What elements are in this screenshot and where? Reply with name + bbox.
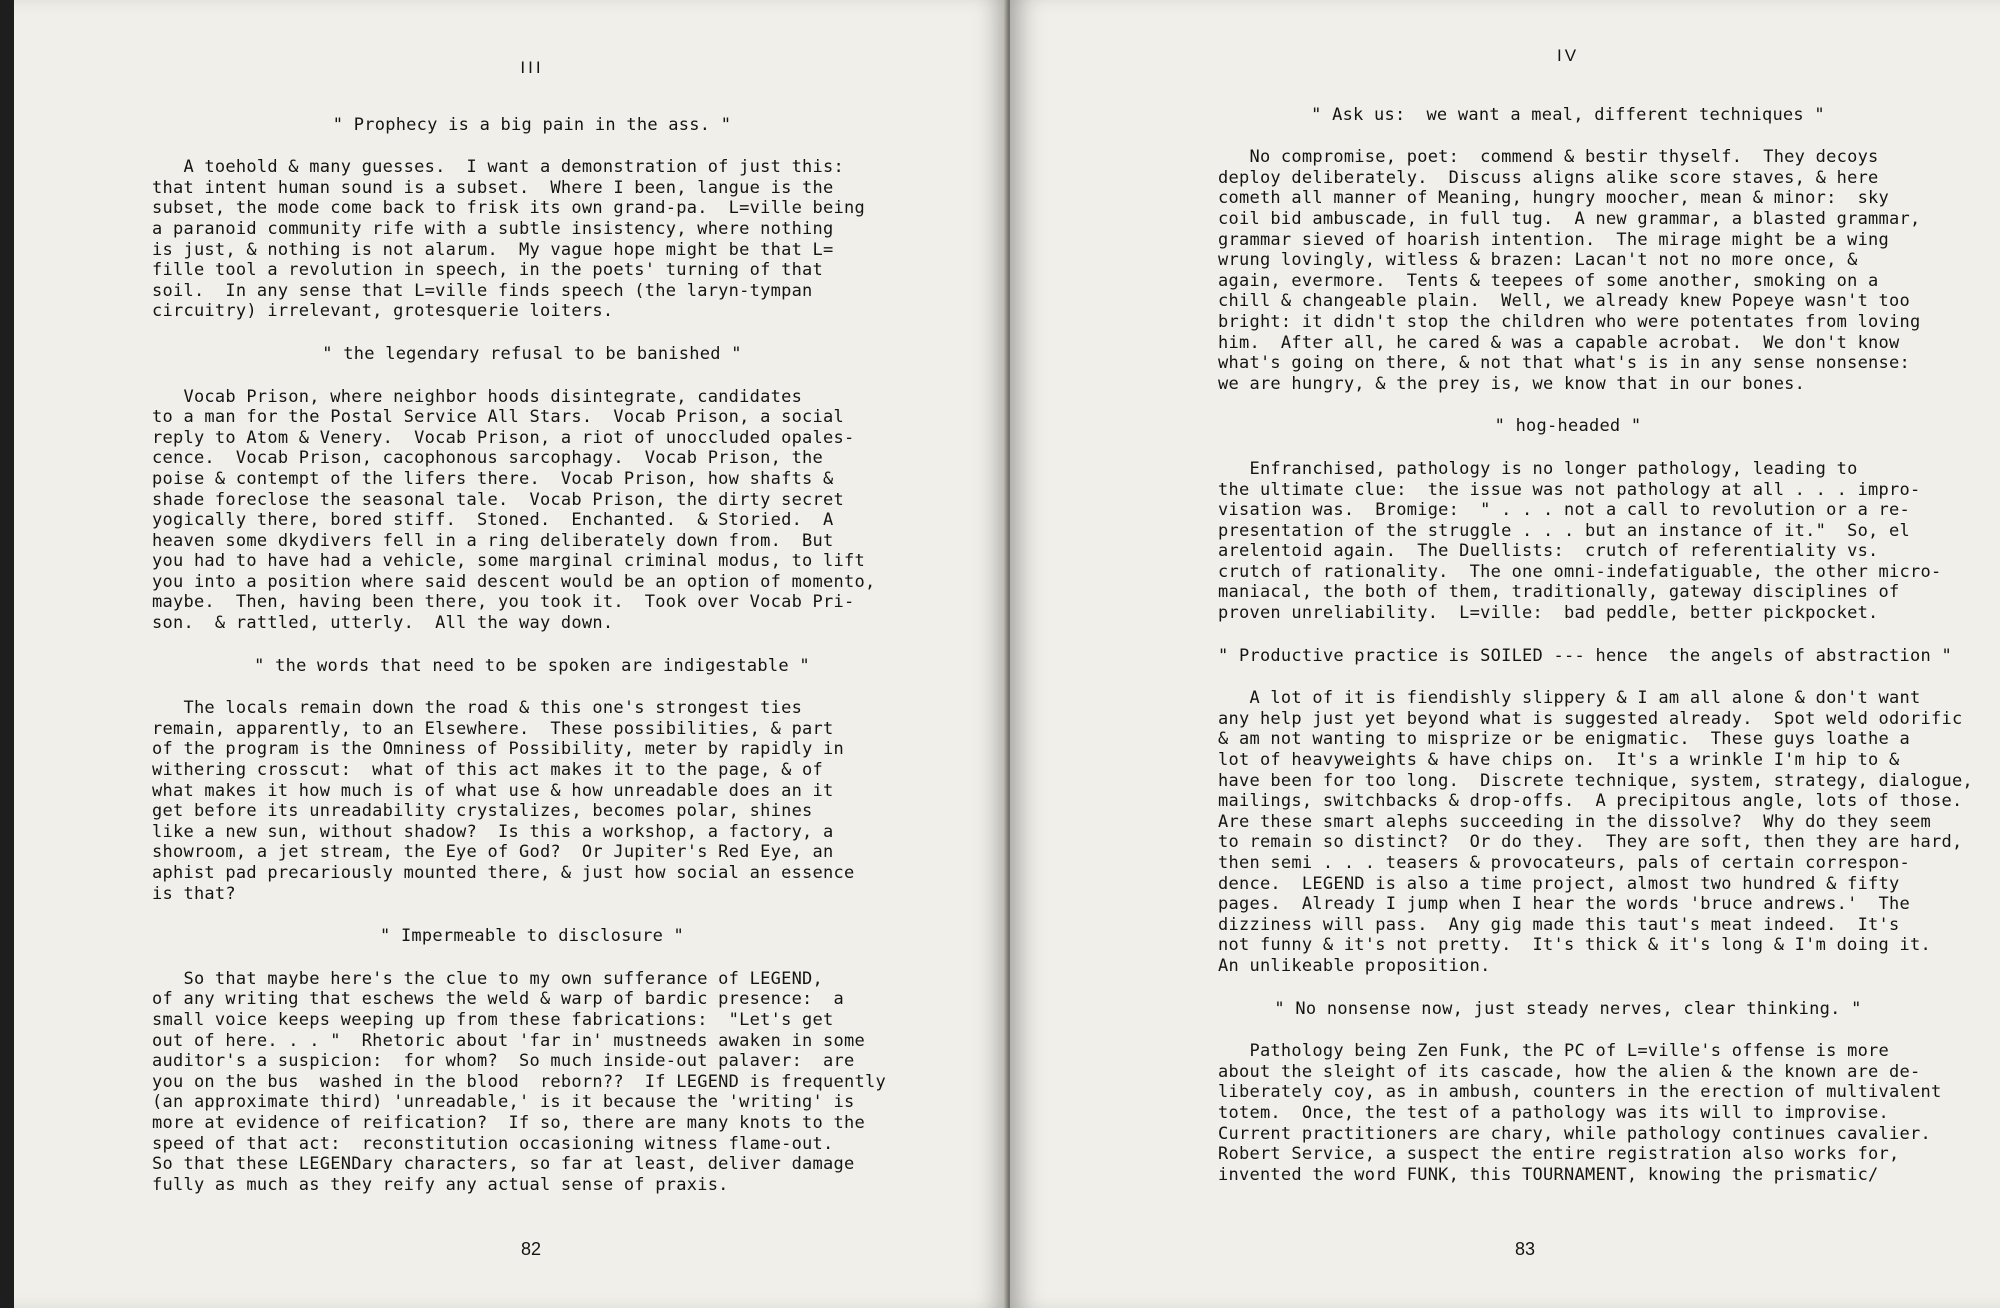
text-line: visation was. Bromige: " . . . not a call to revolution or a re- (1218, 500, 1911, 521)
section-heading (152, 115, 912, 136)
text-line: So that these LEGENDary characters, so far at least, deliver damage (152, 1154, 855, 1175)
text-line: what makes it how much is of what use & how unreadable does an it (152, 780, 834, 801)
heading-text: " the legendary refusal to be banished " (322, 343, 742, 364)
text-line: small voice keeps weeping up from these fabrications: "Let's get (152, 1009, 834, 1030)
text-line: heaven some dkydivers fell in a ring deliberately down from. But (152, 530, 834, 551)
text-line: coil bid ambuscade, in full tug. A new grammar, a blasted grammar, (1218, 208, 1921, 229)
text-line: dence. LEGEND is also a time project, almost two hundred & fifty (1218, 873, 1900, 894)
text-line: to a man for the Postal Service All Stars. Vocab Prison, a social (152, 407, 845, 428)
text-line: pages. Already I jump when I hear the words 'bruce andrews.' The (1218, 894, 1911, 915)
text-line: dizziness will pass. Any gig made this taut's meat indeed. It's (1218, 914, 1900, 935)
paragraph (1218, 1041, 1942, 1185)
text-line: of the program is the Omniness of Possibility, meter by rapidly in (152, 739, 845, 760)
section-numeral: III (520, 58, 544, 77)
text-line: again, evermore. Tents & teepees of some another, smoking on a (1218, 270, 1879, 291)
text-line: aphist pad precariously mounted there, & just how social an essence (152, 863, 855, 883)
text-line: crutch of rationality. The one omni-indefatiguable, the other micro- (1218, 561, 1942, 582)
text-line: Pathology being Zen Funk, the PC of L=ville's offense is more (1218, 1041, 1890, 1062)
text-line: about the sleight of its cascade, how the alien & the known are de- (1218, 1061, 1921, 1082)
text-line: out of here. . . " Rhetoric about 'far in' mustneeds awaken in some (152, 1030, 865, 1051)
text-line: cence. Vocab Prison, cacophonous sarcophagy. Vocab Prison, the (152, 448, 824, 469)
text-line: An unlikeable proposition. (1218, 955, 1491, 976)
text-line: withering crosscut: what of this act makes it to the page, & of (152, 760, 824, 781)
text-line: that intent human sound is a subset. Where I been, langue is the (152, 177, 834, 198)
text-line: circuitry) irrelevant, grotesquerie loiters. (152, 301, 614, 322)
text-line: totem. Once, the test of a pathology was its will to improvise. (1218, 1102, 1890, 1123)
text-line: yogically there, bored stiff. Stoned. Enchanted. & Storied. A (152, 510, 834, 531)
text-line: mailings, switchbacks & drop-offs. A precipitous angle, lots of those. (1218, 791, 1963, 812)
paragraph (152, 698, 912, 904)
text-line: So that maybe here's the clue to my own sufferance of LEGEND, (152, 968, 824, 989)
text-line: you on the bus washed in the blood reborn?? If LEGEND is frequently (152, 1071, 886, 1092)
section-heading (152, 926, 912, 947)
heading-text: " No nonsense now, just steady nerves, clear thinking. " (1274, 998, 1862, 1019)
text-line: chill & changeable plain. Well, we already knew Popeye wasn't too (1218, 291, 1911, 312)
text-line: you into a position where said descent would be an option of momento, (152, 571, 876, 592)
text-line: like a new sun, without shadow? Is this a workshop, a factory, a (152, 821, 834, 842)
section-heading (1218, 999, 1918, 1020)
text-line: is that? (152, 883, 236, 904)
text-line: Robert Service, a suspect the entire registration also works for, (1218, 1144, 1900, 1165)
paragraph (152, 157, 912, 322)
text-line: Vocab Prison, where neighbor hoods disintegrate, candidates (152, 386, 803, 407)
text-line: No compromise, poet: commend & bestir thyself. They decoys (1218, 147, 1879, 168)
text-line: not funny & it's not pretty. It's thick & it's long & I'm doing it. (1218, 935, 1931, 956)
text-line: Enfranchised, pathology is no longer pathology, leading to (1218, 458, 1858, 479)
text-line: is just, & nothing is not alarum. My vague hope might be that L= (152, 239, 834, 260)
paragraph (152, 387, 912, 634)
text-line: auditor's a suspicion: for whom? So much inside-out palaver: are (152, 1051, 855, 1072)
text-line: & am not wanting to misprize or be enigmatic. These guys loathe a (1218, 729, 1911, 750)
paragraph (1218, 688, 1973, 976)
text-line: to remain so distinct? Or do they. They are soft, then they are hard, (1218, 832, 1963, 853)
text-line: A toehold & many guesses. I want a demonstration of just this: (152, 157, 845, 178)
text-line: Are these smart alephs succeeding in the dissolve? Why do they seem (1218, 811, 1931, 832)
text-line: son. & rattled, utterly. All the way down. (152, 613, 614, 634)
text-line: deploy deliberately. Discuss aligns alike score staves, & here (1218, 167, 1879, 188)
text-line: maniacal, the both of them, traditionally, gateway disciplines of (1218, 582, 1900, 603)
text-line: more at evidence of reification? If so, there are many knots to the (152, 1112, 865, 1133)
heading-text: " the words that need to be spoken are indigestable " (254, 655, 810, 676)
text-line: grammar sieved of hoarish intention. The mirage might be a wing (1218, 229, 1890, 250)
text-line: we are hungry, & the prey is, we know that in our bones. (1218, 373, 1806, 394)
text-line: liberately coy, as in ambush, counters in the erection of multivalent (1218, 1082, 1942, 1103)
text-line: fille tool a revolution in speech, in the poets' turning of that (152, 260, 824, 281)
text-line: The locals remain down the road & this one's strongest ties (152, 698, 803, 719)
text-line: get before its unreadability crystalizes, becomes polar, shines (152, 801, 813, 822)
scan-edge (0, 0, 14, 1308)
text-line: fully as much as they reify any actual sense of praxis. (152, 1174, 729, 1195)
section-heading (1218, 416, 1918, 437)
paragraph (1218, 147, 1921, 394)
paragraph (152, 969, 912, 1196)
text-line: proven unreliability. L=ville: bad peddle, better pickpocket. (1218, 603, 1879, 624)
section-heading (152, 344, 912, 365)
page-number: 82 (520, 1239, 542, 1259)
text-line: showroom, a jet stream, the Eye of God? Or Jupiter's Red Eye, an (152, 842, 834, 863)
left-page-text (152, 115, 912, 1196)
text-line: (an approximate third) 'unreadable,' is it because the 'writing' is (152, 1092, 855, 1113)
text-line: speed of that act: reconstitution occasioning witness flame-out. (152, 1133, 834, 1154)
section-numeral: IV (1556, 46, 1580, 65)
text-line: presentation of the struggle . . . but an instance of it." So, el (1218, 520, 1911, 541)
page-number: 83 (1514, 1239, 1536, 1259)
heading-text: " Productive practice is SOILED --- hence the angels of abstraction " (1218, 645, 1952, 666)
text-line: reply to Atom & Venery. Vocab Prison, a riot of unoccluded opales- (152, 427, 855, 448)
text-line: subset, the mode come back to frisk its own grand-pa. L=ville being (152, 198, 865, 219)
text-line: cometh all manner of Meaning, hungry moocher, mean & minor: sky (1218, 188, 1890, 209)
text-line: then semi . . . teasers & provocateurs, pals of certain correspon- (1218, 853, 1911, 873)
heading-text: " hog-headed " (1494, 416, 1642, 437)
paragraph (1218, 458, 1942, 624)
text-line: a paranoid community rife with a subtle insistency, where nothing (152, 218, 834, 239)
text-line: have been for too long. Discrete technique, system, strategy, dialogue, (1218, 770, 1973, 791)
text-line: wrung lovingly, witless & brazen: Lacan't not no more once, & (1218, 250, 1858, 271)
text-line: remain, apparently, to an Elsewhere. These possibilities, & part (152, 718, 834, 739)
text-line: lot of heavyweights & have chips on. It's a wrinkle I'm hip to & (1218, 750, 1900, 771)
text-line: him. After all, he cared & was a capable acrobat. We don't know (1218, 332, 1900, 353)
text-line: of any writing that eschews the weld & warp of bardic presence: a (152, 989, 845, 1010)
section-heading (152, 656, 912, 677)
text-line: you had to have had a vehicle, some marginal criminal modus, to lift (152, 551, 865, 572)
text-line: A lot of it is fiendishly slippery & I am all alone & don't want (1218, 688, 1921, 709)
heading-text: " Impermeable to disclosure " (379, 926, 685, 947)
section-heading (1218, 645, 1952, 667)
heading-text: " Ask us: we want a meal, different techniques " (1311, 104, 1825, 125)
text-line: Current practitioners are chary, while pathology continues cavalier. (1218, 1123, 1931, 1144)
section-heading (1218, 105, 1918, 126)
text-line: invented the word FUNK, this TOURNAMENT, knowing the prismatic/ (1218, 1164, 1879, 1185)
text-line: shade foreclose the seasonal tale. Vocab Prison, the dirty secret (152, 489, 845, 510)
text-line: the ultimate clue: the issue was not pathology at all . . . impro- (1218, 479, 1921, 500)
heading-text: " Prophecy is a big pain in the ass. " (332, 114, 732, 135)
right-page-content (1218, 46, 1973, 1207)
text-line: maybe. Then, having been there, you took it. Took over Vocab Pri- (152, 592, 855, 613)
right-page-text (1218, 104, 1973, 1186)
text-line: any help just yet beyond what is suggested already. Spot weld odorific (1218, 708, 1963, 729)
text-line: poise & contempt of the lifers there. Vocab Prison, how shafts & (152, 468, 834, 489)
left-page-content (152, 58, 912, 1217)
right-page (1010, 0, 2000, 1308)
text-line: soil. In any sense that L=ville finds speech (the laryn-tympan (152, 280, 813, 301)
text-line: arelentoid again. The Duellists: crutch of referentiality vs. (1218, 541, 1879, 562)
left-page (14, 0, 1008, 1308)
text-line: what's going on there, & not that what's is in any sense nonsense: (1218, 353, 1911, 374)
text-line: bright: it didn't stop the children who were potentates from loving (1218, 311, 1921, 332)
